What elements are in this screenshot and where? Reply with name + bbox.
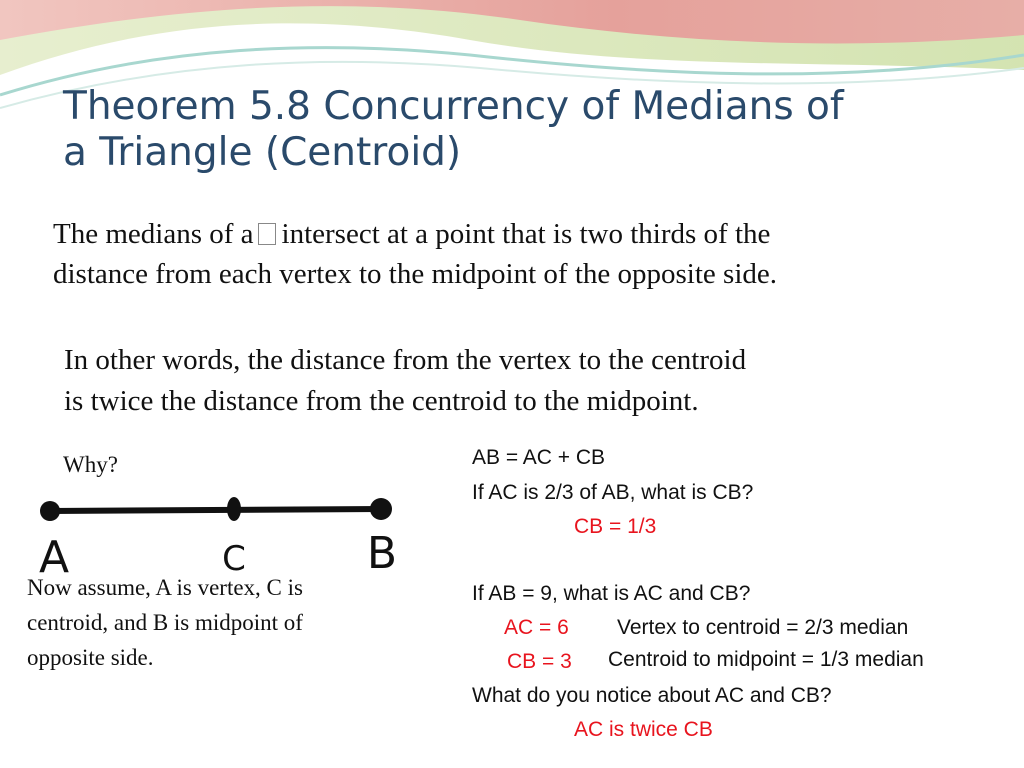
question-3: What do you notice about AC and CB?: [472, 684, 832, 707]
assumption-line-1: Now assume, A is vertex, C is: [27, 575, 303, 600]
point-c-dot: [227, 497, 241, 521]
answer-ac-value: AC = 6: [504, 616, 569, 639]
question-2: If AB = 9, what is AC and CB?: [472, 582, 751, 605]
equation-ab: AB = AC + CB: [472, 446, 606, 469]
title-line-1: Theorem 5.8 Concurrency of Medians of: [63, 84, 844, 129]
answer-1: CB = 1/3: [574, 515, 657, 538]
restatement-line-2: is twice the distance from the centroid to the midpoint.: [64, 385, 699, 417]
definition-part-2: intersect at a point that is two thirds of the: [281, 218, 771, 250]
answer-3: AC is twice CB: [574, 718, 713, 741]
point-c-label: C: [222, 539, 246, 579]
assumption-paragraph: [27, 570, 303, 675]
note-vertex-to-centroid: Vertex to centroid = 2/3 median: [617, 616, 909, 639]
triangle-symbol-icon: [258, 223, 276, 245]
slide-title: [63, 84, 963, 176]
definition-line-2: distance from each vertex to the midpoint of the opposite side.: [53, 258, 777, 290]
assumption-line-2: centroid, and B is midpoint of: [27, 610, 303, 635]
question-1: If AC is 2/3 of AB, what is CB?: [472, 481, 754, 504]
title-line-2: a Triangle (Centroid): [63, 130, 462, 175]
assumption-line-3: opposite side.: [27, 645, 154, 670]
definition-part-1: The medians of a: [53, 218, 254, 250]
definition-line-1: [53, 214, 777, 254]
answer-cb-value: CB = 3: [507, 650, 572, 673]
point-b-dot: [370, 498, 392, 520]
note-centroid-to-midpoint: Centroid to midpoint = 1/3 median: [608, 648, 924, 671]
point-a-dot: [40, 501, 60, 521]
restatement-line-1: In other words, the distance from the vertex to the centroid: [64, 344, 747, 376]
restatement-paragraph: [64, 340, 746, 422]
segment-ab: [50, 509, 382, 511]
point-a-label: A: [38, 532, 70, 583]
definition-paragraph: [53, 214, 777, 294]
why-label: Why?: [63, 452, 118, 477]
point-b-label: B: [366, 528, 398, 579]
